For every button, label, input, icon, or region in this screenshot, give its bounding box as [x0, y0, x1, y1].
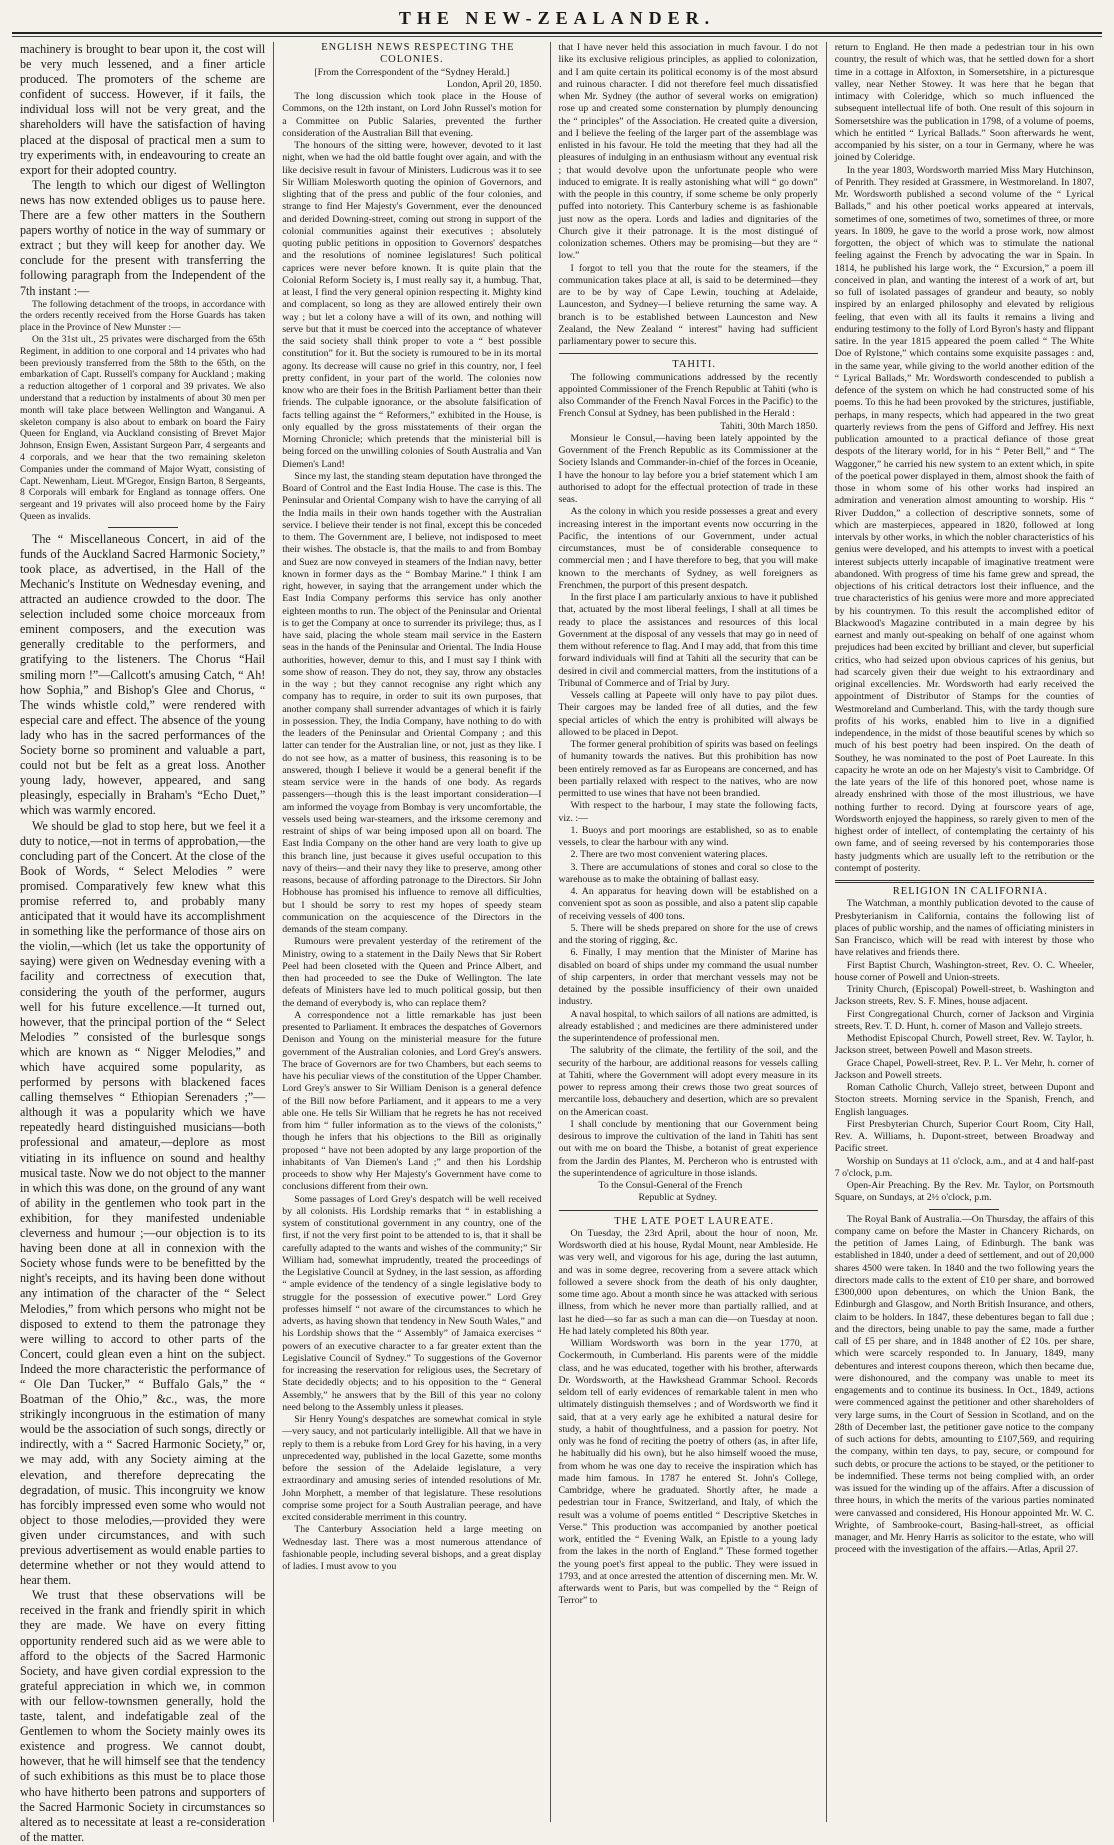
- article-paragraph: machinery is brought to bear upon it, the cost will be very much lessened, and a finer article produced. The promoters of the scheme are confident of success. However, if it fails, the individual loss will not be very great, and the shareholders will have the satisfaction of having placed at the disposal of practical men a sum to try experiments with, in endeavouring to create an export for their adopted country.: [20, 42, 266, 177]
- list-item: 6. Finally, I may mention that the Minister of Marine has disabled on board of ships under my command the usual number of ship carpenters, in order that merchant vessels may not be detained by the possible insufficiency of their own unaided industry.: [558, 947, 818, 1008]
- section-divider: [559, 1210, 818, 1211]
- dateline: London, April 20, 1850.: [446, 78, 542, 90]
- article-paragraph: The former general prohibition of spirits was based on feelings of humanity towards the natives. But this prohibition has now been entirely removed as far as Europeans are concerned, and has been partially relaxed with respect to the natives, who are now permitted to use wines that have not been brandied.: [558, 739, 818, 799]
- list-item: 3. There are accumulations of stones and coral so close to the warehouse as to make the obtaining of ballast easy.: [558, 861, 818, 885]
- list-item: 2. There are two most convenient watering places.: [570, 849, 768, 861]
- masthead-rule: [12, 36, 1102, 37]
- article-paragraph: A correspondence not a little remarkable has just been presented to Parliament. It embraces the despatches of Governors Denison and Young on the ministerial measure for the future government of the Australian colonies, and Lord Grey's answers. The brace of Governors are for two Chambers, but each seems to have his peculiar views of the constitution of the Upper Chamber. Lord Grey's answer to Sir William Denison is a general defence of the Bill now before Parliament, and it appears to me a very able one. He tells Sir William that he regrets he has not received from him “ fuller information as to the views of the colonists,” though he infers that his objections to the Bill as originally proposed “ have not been adopted by any large proportion of the inhabitants of Van Diemen's Land ;” and then his Lordship proceeds to show why Her Majesty's Government have come to conclusions different from their own.: [282, 1009, 542, 1193]
- list-item: Open-Air Preaching. By the Rev. Mr. Taylor, on Portsmouth Square, on Sundays, at 2½ o'clock, p.m.: [834, 1180, 1094, 1204]
- column-4: [826, 42, 1102, 1822]
- list-item: Grace Chapel, Powell-street, Rev. P. L. Ver Mehr, h. corner of Jackson and Powell streets.: [834, 1057, 1094, 1081]
- article-paragraph: The length to which our digest of Wellington news has now extended obliges us to pause here. There are a few other matters in the Southern papers worthy of notice in the way of summary or extract ; but they will keep for another day. We conclude for the present with transferring the following paragraph from the Independent of the 7th instant :—: [20, 177, 266, 298]
- article-paragraph: Rumours were prevalent yesterday of the retirement of the Ministry, owing to a statement in the Daily News that Sir Robert Peel had been closeted with the Queen and Prince Albert, and then had proceeded to see the Duke of Wellington. The late defeats of Ministers have led to much political gossip, but then the demand of everybody is, who can replace them?: [282, 936, 542, 1009]
- church-list: [835, 960, 1094, 1205]
- signature-line: Republic at Sydney.: [638, 1192, 718, 1204]
- article-paragraph: We should be glad to stop here, but we feel it a duty to notice,—not in terms of approbation,—the concluding part of the Concert. At the close of the Book of Words, “ Select Melodies ” were promised. Comparatively few knew what this promise referred to, and probably many anticipated that it would have its accomplishment in something like the performance of those airs on the violin,—which (let us take the opportunity of saying) were given on Wednesday evening with a facility and correctness of execution that, considering the youth of the performer, augurs well for his future excellence.—It turned out, however, that the principal portion of the “ Select Melodies ” consisted of the burlesque songs which are known as “ Nigger Melodies,” and which have acquired some popularity, as performed by persons with blackened faces calling themselves “ Ethiopian Serenaders ;”—although it was a popularity which we have repeatedly heard distinguished musicians—both professional and amateur,—deplore as most vitiating in its influence on sound and healthy musical taste. Now we do not object to the manner in which this was done, on the ground of any want of ability in the gentlemen who took part in the exhibition, for they manifested undeniable cleverness and humour ;—our objection is to its having been done at all in connexion with the Society whose funds were to be benefitted by the night's receipts, and its having been done without any intimation of the character of the “ Select Melodies,” from which persons who might not be disposed to extend to them the patronage they were willing to accord to other parts of the Concert, could glean even a hint on the subject. Indeed the more characteristic the performance of “ Ole Dan Tucker,” “ Buffalo Gals,” the “ Boatman of the Ohio,” &c., was, the more strikingly incongruous in the estimation of many would be the association of such songs, directly or indirectly, with a “ Sacred Harmonic Society,” or, we may add, with any Society aiming at the elevation, and therefore deprecating the degradation, of music. This incongruity we know has forcibly impressed even some who would not object to those melodies,—provided they were given under circumstances, and with such previous advertisement as would enable parties to determine whether or not they would attend to hear them.: [20, 818, 266, 1588]
- list-item: Methodist Episcopal Church, Powell street, Rev. W. Taylor, h. Jackson street, between Powell and Mason streets.: [834, 1033, 1094, 1057]
- article-paragraph: We trust that these observations will be received in the frank and friendly spirit in which they are made. We have on every fitting opportunity rendered such aid as we were able to afford to the objects of the Sacred Harmonic Society, and have given cordial expression to the grateful appreciation in which we, in common with our fellow-townsmen generally, hold the taste, talent, and indefatigable zeal of the Gentlemen to whom the Society mainly owes its existence and progress. We cannot doubt, however, that he will himself see that the tendency of such exhibitions as this must be to place those who have hitherto been patrons and supporters of the Sacred Harmonic Society in circumstances so altered as to necessitate at least a re-consideration of the matter.: [20, 1588, 266, 1844]
- column-1: [12, 42, 273, 1844]
- article-paragraph: On the 31st ult., 25 privates were discharged from the 65th Regiment, in addition to one corporal and 14 privates who had been previously transferred from the 58th to the 65th, on the embarkation of Capt. Russell's company for Auckland ; making a reduction altogether of 1 corporal and 39 privates. We also understand that a reduction by instalments of about 30 men per month will take place between Wellington and Wanganui. A skeleton company is also about to embark on board the Fairy Queen for England, via Auckland consisting of Brevet Major Johnson, Ensign Ewen, Assistant Surgeon Parr, 4 sergeants and 4 corporals, and we hear that the two remaining skeleton Companies under the command of Major Wyatt, consisting of Capt. Newenham, Lieut. M'Gregor, Ensign Barton, 8 Sergeants, 8 Corporals will embark for England as tonnage offers. One sergeant and 19 privates will also proceed home by the Fairy Queen as invalids.: [20, 333, 266, 522]
- list-item: 4. An apparatus for heaving down will be established on a convenient spot as soon as possible, and also a patent slip capable of receiving vessels of 400 tons.: [558, 886, 818, 922]
- masthead: THE NEW-ZEALANDER.: [12, 8, 1102, 34]
- article-paragraph: that I have never held this association in much favour. I do not like its exclusive religious principles, as applied to colonization, and I am quite certain its political economy is of the most absurd and ruinous character. I did not therefore feel much dissatisfied when Mr. Sydney (the author of several works on emigration) rose up and created some consternation by plumply denouncing the “ principles” of the Association. He created quite a diversion, and I believe the feeling of the larger part of the assemblage was enlisted in his favour. He told the meeting that they had all the pleasures of indulging in an enthusiasm without any eventual risk ; that would devolve upon the unfortunate people who were induced to emigrate. It is really astonishing what will “ go down” with the people in this country, if some scheme be only properly puffed into notoriety. This Canterbury scheme is as fashionable just now as the opera. Lords and ladies and dignitaries of the Church give it their patronage. It is the most distingué of colonization schemes. Others may be promising—but they are “ low.”: [558, 42, 818, 262]
- article-paragraph: In the year 1803, Wordsworth married Miss Mary Hutchinson, of Penrith. They resided at Grassmere, in Westmoreland. In 1807, Mr. Wordsworth published a second volume of the “ Lyrical Ballads,” and his other poetical works appeared at intervals, sometimes of one, sometimes of two, sometimes of three, or more years. In 1809, he gave to the world a prose work, now almost forgotten, the object of which was to stimulate the national feeling against the French by advocating the war in Spain. In 1814, he published his large work, the “ Excursion,” a poem ill conceived in plan, and wanting the interest of a work of art, but so full of isolated passages of grandeur and beauty, so nobly inspired by an enlarged philosophy and elevated by religious feeling, that even with all its faults it remains a living and enduring testimony to the folly of Lord Byron's hasty and flippant satire. In the year 1815 appeared the poem called “ The White Doe of Rylstone,” which contains some exquisite passages : and, in the same year, while giving to the world another edition of the “ Lyrical Ballads,” Mr. Wordsworth condescended to publish a defence of the system on which he had constructed some of his poems. To this he had been provoked by the strictures, justifiable, perhaps, in many respects, which had appeared in the two great quarterly reviews from the pens of Gifford and Jeffrey. His next publication amounted to a practical defiance of those great despots of the literary world, for in his “ Peter Bell,” and “ The Waggoner,” he carried his new system to an extent which, in spite of the poetical power displayed in them, almost shook the faith of those in whom some of his other works had inspired an admiration and veneration almost amounting to worship. His “ River Duddon,” a collection of descriptive sonnets, some of which are masterpieces, appeared in 1820, followed at long intervals by other works, in which the nobler characteristics of his genius were developed, and his attempts to invest with a poetical interest subjects utterly incapable of imaginative treatment were abandoned. With progress of time his fame grew and spread, the objections of his critical detractors lost their influence, and the true characteristics of his genius were more and more appreciated by his countrymen. To this result the accomplished editor of Blackwood's Magazine contributed in a main degree by his earnest and manly out-speaking on behalf of one against whom prejudices had been excited by brilliant and clever, but superficial critics, who had seized upon obvious caprices of his genius, but had scarcely given their due weight to his extraordinary and original excellencies. Mr. Wordsworth had early received the appointment of Distributor of Stamps for the counties of Westmoreland and Cumberland. This, with the tardy though sure profits of his works, enabled him to live in a dignified independence, in the midst of those beautiful scenes by which so much of his best poetry had been inspired. On the death of Southey, he was nominated to the post of Poet Laureate. In this capacity he wrote an ode on her Majesty's visit to Cambridge. Of the late years of the life of this honored poet, whose name is already enshrined with those of the most illustrious, we have nothing further to record. Dying at fourscore years of age, Wordsworth enjoyed the happiness, so rarely given to men of the highest order of intellect, of contemplating the certainty of his own fame, and of seeing reversed by his contemporaries those hasty judgments which are usually left to the retribution or the contempt of posterity.: [834, 164, 1094, 874]
- article-paragraph: The salubrity of the climate, the fertility of the soil, and the security of the harbour, are additional reasons for vessels calling at Tahiti, where the Government will adopt every measure in its power to repress among their crews those two great sources of mercantile loss, debauchery and desertion, which are so prevalent on the American coast.: [558, 1045, 818, 1118]
- columns: [12, 42, 1102, 1844]
- article-paragraph: Sir Henry Young's despatches are somewhat comical in style—very saucy, and not particularly intelligible. All that we have in reply to them is a rebuke from Lord Grey for his having, in a very unprecedented way, published in the local Gazette, some months before the session of the Adelaide legislature, a very extraordinary and amusing series of intended resolutions of Mr. John Morphett, a member of that legislature. These resolutions comprise some project for a South Australian peerage, and have excited considerable merriment in this country.: [282, 1414, 542, 1523]
- article-paragraph: The following communications addressed by the recently appointed Commissioner of the French Republic at Tahiti (who is also Commander of the French Naval Forces in the Pacific) to the French Consul at Sydney, has been published in the Herald :: [558, 371, 818, 420]
- dateline: Tahiti, 30th March 1850.: [720, 420, 818, 432]
- article-paragraph: Vessels calling at Papeete will only have to pay pilot dues. Their cargoes may be landed free of all duties, and the few special articles of which the entry is prohibited will always be allowed to be placed in Depot.: [558, 690, 818, 738]
- section-divider: [929, 1209, 999, 1210]
- article-paragraph: I shall conclude by mentioning that our Government being desirous to improve the cultivation of the land in Tahiti has sent out with me on board the Thisbe, a botanist of great experience from the Jardin des Plantes, M. Percheron who is entrusted with the superintendence of agriculture in those islands.: [558, 1118, 818, 1179]
- section-title: RELIGION IN CALIFORNIA.: [892, 886, 1048, 897]
- article-paragraph: As the colony in which you reside possesses a great and every increasing interest in the important events now occurring in the Pacific, the intentions of our Government, under actual circumstances, must be of considerable consequence to commercial men ; and I have therefore to beg, that you will make known to the merchants of Sydney, as well foreigners as Frenchmen, the purport of this present despatch.: [558, 506, 818, 591]
- column-2: [273, 42, 549, 1822]
- column-3: [550, 42, 826, 1822]
- article-paragraph: I forgot to tell you that the route for the steamers, if the communication takes place at all, is said to be determined—they are to be by way of Cape Lewin, touching at Adelaide, Launceston, and Sydney—I believe returning the same way. A branch is to be established between Launceston and New Zealand, the New Zealand “ interest” having had sufficient parliamentary power to secure this.: [558, 262, 818, 347]
- section-divider: [559, 353, 818, 354]
- article-paragraph: Since my last, the standing steam deputation have thronged the Board of Control and the East India House. The case is this. The Peninsular and Oriental Company wish to have the carrying of all the India mails in their own hands together with the Australian service. I believe their tender is not final, except this be conceded to them. The Government are, I believe, not indisposed to meet their wishes. The obstacle is, that the mails to and from Bombay and Suez are now conveyed in steamers of the Indian navy, better known in former days as the “ Bombay Marine.” I think I am right, however, in saying that the arrangement under which the East India Company performs this service has only another eighteen months to run. The object of the Peninsular and Oriental is to get the Company at once to surrender its privilege; thus, as I have said, placing the whole steam mail service in the Eastern seas in the hands of the Peninsular and Oriental. The India House authorities, however, demur to this, and I must say I think with some show of reason. They do not, they say, throw any obstacles in the way ; but they cannot recognise any right which any company has to require, in order to suit its own purposes, that another company shall surrender advantages of which it is fairly in possession. They, the India Company, have nothing to do with the leaders of the Peninsular and Oriental Company ; and this latter can tender for the Australian line, or not, just as they like. I do not see how, as a matter of business, this reasoning is to be answered, though I believe it would be a general benefit if the steam service were in the hands of one body. As regards passengers—though this is the least important consideration—I am informed the voyage from Bombay is very uncomfortable, the vessels used being war-steamers, and the irksome ceremony and restraint of ships of war being imposed upon all on board. The East India Company on the other hand are very loath to give up this branch line, just because it gives useful occupation to this navy of theirs—and their navy they like to preserve, among other reasons, because of affording patronage to the Directors. Sir John Hobhouse has promised his influence to remove all difficulties, but I should be sorry to rest my hopes of speedy steam communication on the acquiescence of the Directors in the demands of the steam company.: [282, 470, 542, 935]
- list-item: 5. There will be sheds prepared on shore for the use of crews and the storing of rigging, &c.: [558, 922, 818, 946]
- article-paragraph: The following detachment of the troops, in accordance with the orders recently received from the Horse Guards has taken place in the Province of New Munster :—: [20, 298, 266, 334]
- list-item: First Baptist Church, Washington-street, Rev. O. C. Wheeler, house corner of Powell and Union-streets.: [834, 959, 1094, 983]
- source-line: [From the Correspondent of the “Sydney Herald.]: [314, 66, 510, 78]
- article-paragraph: William Wordsworth was born in the year 1770, at Cockermouth, in Cumberland. His parents were of the middle class, and he was educated, together with his brother, afterwards Dr. Wordsworth, at the Hawkshead Grammar School. Records seldom tell of early evidences of remarkable talent in men who ultimately distinguish themselves ; and of Wordsworth we find it said, that at a very early age he exhibited a natural desire for study, a habit of thoughtfulness, and a passion for poetry. Not only was he fond of reciting the poetry of others (as, in after life, he habitually did his own), but he also himself wooed the muse, from whom he was one day to receive the inspiration which has made him famous. In 1787 he entered St. John's College, Cambridge, where he graduated. Shortly after, he made a pedestrian tour in France, Switzerland, and Italy, of which the result was a volume of poems entitled “ Descriptive Sketches in Verse.” This production was accompanied by another poetical work, entitled the “ Evening Walk, an Epistle to a young lady from the lakes in the north of England.” These formed together the young poet's first appeal to the public. They were issued in 1793, and at once arrested the attention of discerning men. Mr. W. afterwards went to Paris, but was compelled by the “ Reign of Terror” to: [558, 1338, 818, 1607]
- article-paragraph: Monsieur le Consul,—having been lately appointed by the Government of the French Republic as its Commissioner at the Society Islands and Commander-in-chief of the forces in Oceanie, I have the honour to lay before you a brief statement which I am authorised to adopt for the effectual protection of trade in these seas.: [558, 432, 818, 505]
- signature-line: To the Consul-General of the French: [598, 1180, 743, 1191]
- section-title: THE LATE POET LAUREATE.: [614, 1215, 775, 1227]
- article-paragraph: With respect to the harbour, I may state the following facts, viz. :—: [558, 800, 818, 824]
- list-item: 1. Buoys and port moorings are established, so as to enable vessels, to clear the harbour with any wind.: [558, 824, 818, 848]
- article-paragraph: The Watchman, a monthly publication devoted to the cause of Presbyterianism in California, contains the following list of places of public worship, and the names of officiating ministers in San Francisco, which will be read with interest by those who have relatives and friends there.: [834, 898, 1094, 959]
- article-paragraph: return to England. He then made a pedestrian tour in his own country, the result of which was, that he settled down for a short time in a cottage in Alfoxton, in Somersetshire, in a picturesque valley, near Nether Stowey. It was here that he began that intimacy with Coleridge, which so much influenced the subsequent intellectual life of both. One result of this sojourn in Somersetshire was the publication in 1798, of a volume of poems, which he entitled “ Lyrical Ballads.” Soon afterwards he went, accompanied by his sister, on a tour in Germany, where he was joined by Coleridge.: [834, 42, 1094, 164]
- article-paragraph: On Tuesday, the 23rd April, about the hour of noon, Mr. Wordsworth died at his house, Rydal Mount, near Ambleside. He was very well, and vigorous for his age, during the last autumn, and was in some degree, recovering from a severe attack which followed a severe shock from the death of his only daughter, some time ago. About a month since he was attacked with serious illness, from which he never more than partially rallied, and at last he died—so far as such a man can die—on Tuesday at noon. He had lately completed his 80th year.: [558, 1227, 818, 1337]
- article-paragraph: The Canterbury Association held a large meeting on Wednesday last. There was a most numerous attendance of fashionable people, including several bishops, and a great display of ladies. I must avow to you: [282, 1524, 542, 1572]
- section-title: TAHITI.: [672, 359, 717, 371]
- article-paragraph: The Royal Bank of Australia.—On Thursday, the affairs of this company came on before the Master in Chancery Richards, on the petition of James Laing, of Edinburgh. The bank was established in 1840, under a deed of settlement, and out of 20,000 shares 4500 were taken. In 1840 and the two following years the directors made calls to the extent of £10 per share, and borrowed £300,000 upon debentures, on which the Union Bank, the Edinburgh and Glasgow, and North British Insurance, and others, claim to be holders. In 1847, these debentures began to fall due ; and the directors, being unable to pay the same, made a further call of £5 per share, and in 1848 another of £2 10s. per share, which were scarcely responded to. In January, 1849, many debentures and interest coupons thereon, which then became due, were dishonoured, and the company was unable to meet its engagements and to continue its business. In Oct., 1849, actions were commenced against the petitioner and other shareholders of very large sums, in the Court of Session in Scotland, and on the 28th of December last, the petitioner gave notice to the company of such actions for debts, amounting to £107,569, and requiring the company, within ten days, to pay, secure, or compound for such debts, or procure the actions to be stayed, or the petitioner to be indemnified. These terms not being complied with, an order was issued for the winding up of the affairs. After a discussion of three hours, in which the merits of the various parties nominated were canvassed and considered, His Honour appointed Mr. W. C. Wrighte, of Sambrooke-court, Basing-hall-street, as official manager, and Mr. Henry Harris as solicitor to the estate, who will proceed with the investigation of the affairs.—Atlas, April 27.: [834, 1213, 1094, 1556]
- article-paragraph: A naval hospital, to which sailors of all nations are admitted, is already established ; and medicines are there administered under the superintendence of professional men.: [558, 1008, 818, 1044]
- list-item: Roman Catholic Church, Vallejo street, between Dupont and Stocton streets. Morning service in the Spanish, French, and English languages.: [834, 1082, 1094, 1118]
- list-item: Trinity Church, (Episcopal) Powell-street, b. Washington and Jackson streets, Rev. S. F. Mines, house adjacent.: [834, 984, 1094, 1008]
- article-paragraph: The “ Miscellaneous Concert, in aid of the funds of the Auckland Sacred Harmonic Society,” took place, as advertised, in the Hall of the Mechanic's Institute on Wednesday evening, and attracted an audience crowded to the door. The selection included some choice morceaux from eminent composers, and the execution was generally creditable to the performers, and gratifying to the listeners. The Chorus “Hail smiling morn !”—Callcott's amusing Catch, “ Ah! how Sophia,” and Bishop's Glee and Chorus, “ The winds whistle cold,” were rendered with especial care and effect. The absence of the young lady who has in the sacred performances of the Society borne so prominent and valuable a part, could not but be felt as a great loss. Another young lady, however, appeared, and sang pleasingly, especially in Braham's “Echo Duet,” which was warmly encored.: [20, 531, 266, 818]
- section-title: ENGLISH NEWS RESPECTING THE COLONIES.: [321, 42, 515, 66]
- section-divider: [835, 880, 1094, 883]
- article-paragraph: In the first place I am particularly anxious to have it published that, actuated by the most liberal feelings, I shall at all times be ready to place the assistances and resources of this local Government at the disposal of any vessels that may go in need of them without reference to flag. And I may add, that from this time forward individuals will find at Tahiti all the security that can be desired in civil and commercial matters, from the institutions of a Tribunal of Commerce and of Trial by Jury.: [558, 592, 818, 689]
- article-paragraph: The long discussion which took place in the House of Commons, on the 12th instant, on Lord John Russel's motion for a Committee on Public Salaries, prevented the further consideration of the Australian Bill that evening.: [282, 91, 542, 139]
- list-item: First Congregational Church, corner of Jackson and Virginia streets, Rev. T. D. Hunt, h. corner of Mason and Vallejo streets.: [834, 1008, 1094, 1032]
- section-divider: [108, 527, 178, 528]
- article-paragraph: The honours of the sitting were, however, devoted to it last night, when we had the old battle fought over again, and with the like decisive result in favour of Ministers. Ludicrous was it to see Sir William Molesworth quoting the opinion of Governors, and slighting that of the press and public of the four colonies, and strange to find Her Majesty's Government, ever the denounced and derided Downing-street, coming out strong in support of the colonial communities against their executives ; absolutely quoting public petitions in opposition to Governors' despatches and the resolutions of nominee legislatures! Such political caprices were never before known. It is quite plain that the Colonial Reform Society is, I must really say it, a humbug. That, at least, I find the very general opinion respecting it. Mighty kind and complacent, so long as they are allowed entirely their own way ; but let a colony have a will of its own, and nothing will serve but that it must be coerced into the acceptance of whatever the said society shall think proper to vote a “ best possible constitution” for it. But the society is rumoured to be in its mortal agony. Its decrease will cause no grief in this country, nor, I feel pretty confident, in your part of the world. The colonies now know who are their foes in the British Parliament better than their friends. The culpable ignorance, or the absolute falsification of facts telling against the “ Reformers,” exhibited in the House, is only equalled by the gross misstatements of their organ the Morning Chronicle; which pretends that the ministerial bill is being forced on the unwilling colonies of South Australia and Van Diemen's Land!: [282, 140, 542, 470]
- list-item: Worship on Sundays at 11 o'clock, a.m., and at 4 and half-past 7 o'clock, p.m.: [834, 1155, 1094, 1179]
- article-paragraph: Some passages of Lord Grey's despatch will be well received by all colonists. His Lordship remarks that “ in establishing a system of constitutional government in any country, one of the first, if not the very first point to be attended to is, that it shall be carefully adapted to the wants and wishes of the community;” Sir William had, somewhat imprudently, treated the proceedings of the Legislative Council at Sydney, in the last session, as affording “ ample evidence of the tendency of a single legislative body to struggle for the possession of executive power.” Lord Grey professes himself “ not aware of the circumstances to which he adverts, as having shown that tendency in New South Wales,” and his Lordship shows that the “ Assembly” of Jamaica exercises “ powers of an executive character to a far greater extent than the Legislative Council of Sydney.” To suggestions of the Governor for increasing the reservation for religious uses, the Secretary of State decidedly objects; and to his opposition to the “ General Assembly,” he answers that by the Bill of this year no colony need belong to the Assembly unless it pleases.: [282, 1193, 542, 1413]
- list-item: First Presbyterian Church, Superior Court Room, City Hall, Rev. A. Williams, h. Dupont-street, between Broadway and Pacific street.: [834, 1118, 1094, 1155]
